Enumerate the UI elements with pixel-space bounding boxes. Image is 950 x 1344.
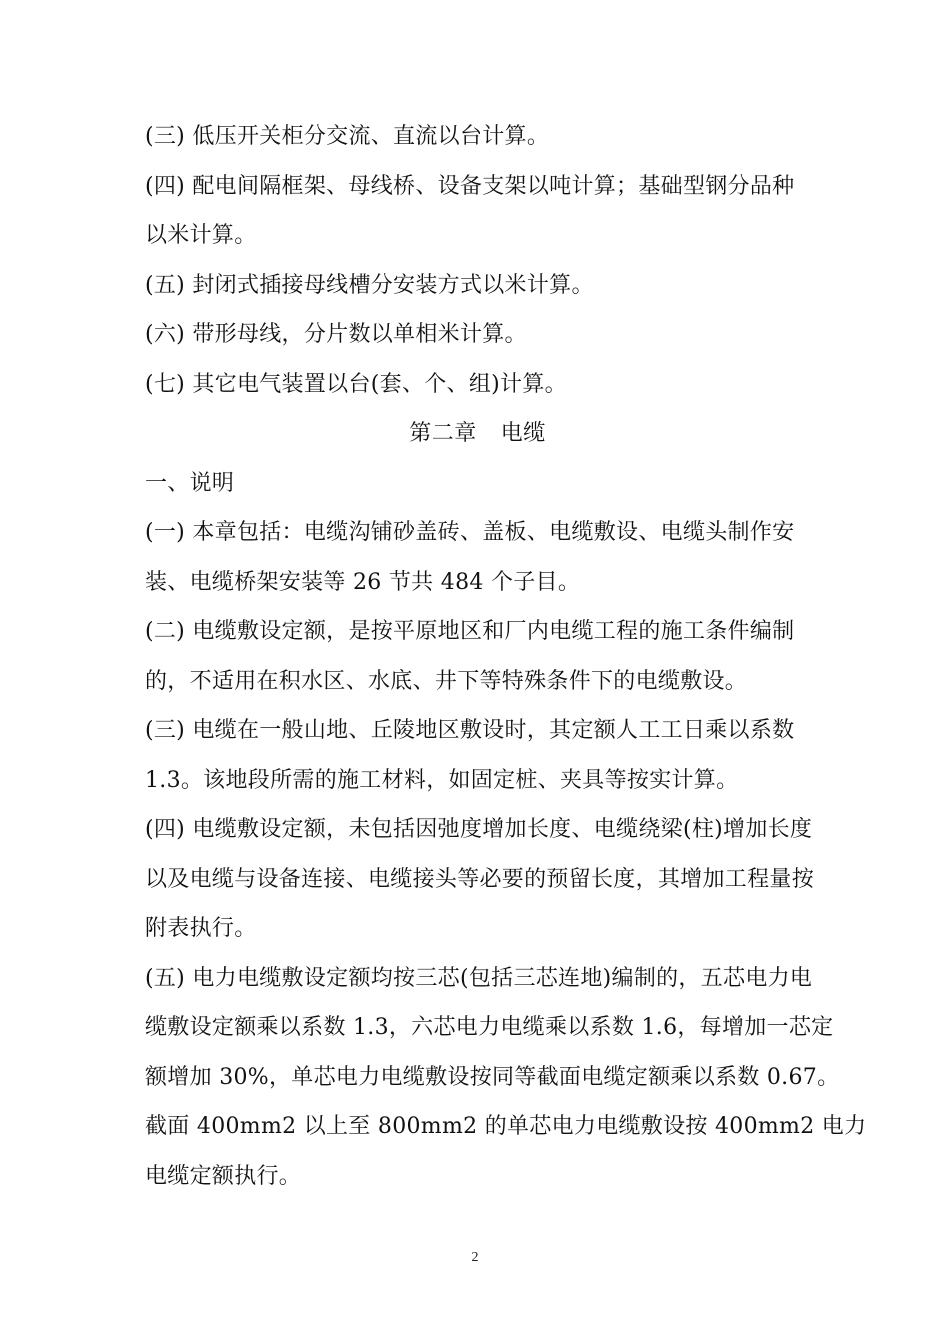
text-line: (三) 低压开关柜分交流、直流以台计算。 bbox=[145, 124, 550, 149]
text-line: 以米计算。 bbox=[145, 223, 257, 248]
section-heading: 一、说明 bbox=[145, 470, 235, 496]
chapter-number: 第二章 bbox=[409, 421, 477, 446]
text-line: (四) 配电间隔框架、母线桥、设备支架以吨计算；基础型钢分品种 bbox=[145, 173, 795, 199]
text-line: 电缆定额执行。 bbox=[145, 1163, 302, 1189]
text-line: (五) 电力电缆敷设定额均按三芯(包括三芯连地)编制的，五芯电力电 bbox=[145, 965, 813, 991]
text-line: 额增加 30%，单芯电力电缆敷设按同等截面电缆定额乘以系数 0.67。 bbox=[145, 1064, 840, 1090]
document-body bbox=[145, 112, 867, 1201]
chapter-title bbox=[145, 409, 810, 459]
text-line: (三) 电缆在一般山地、丘陵地区敷设时，其定额人工工日乘以系数 bbox=[145, 718, 795, 743]
text-line: 1.3。该地段所需的施工材料，如固定桩、夹具等按实计算。 bbox=[145, 767, 739, 793]
text-line: (五) 封闭式插接母线槽分安装方式以米计算。 bbox=[145, 272, 594, 298]
text-line: 以及电缆与设备连接、电缆接头等必要的预留长度，其增加工程量按 bbox=[145, 866, 815, 892]
text-line: 的，不适用在积水区、水底、井下等特殊条件下的电缆敷设。 bbox=[145, 668, 748, 694]
text-line: (七) 其它电气装置以台(套、个、组)计算。 bbox=[145, 371, 567, 397]
text-line: (六) 带形母线，分片数以单相米计算。 bbox=[145, 322, 527, 347]
page-number: 2 bbox=[471, 1250, 479, 1265]
text-line: (二) 电缆敷设定额，是按平原地区和厂内电缆工程的施工条件编制 bbox=[145, 619, 795, 644]
text-line: (一) 本章包括：电缆沟铺砂盖砖、盖板、电缆敷设、电缆头制作安 bbox=[145, 520, 795, 545]
text-line: 截面 400mm2 以上至 800mm2 的单芯电力电缆敷设按 400mm2 电力 bbox=[145, 1114, 867, 1139]
text-line: 装、电缆桥架安装等 26 节共 484 个子目。 bbox=[145, 569, 581, 595]
text-line: (四) 电缆敷设定额，未包括因弛度增加长度、电缆绕梁(柱)增加长度 bbox=[145, 817, 813, 842]
text-line: 缆敷设定额乘以系数 1.3，六芯电力电缆乘以系数 1.6，每增加一芯定 bbox=[145, 1015, 834, 1040]
chapter-name: 电缆 bbox=[500, 421, 546, 446]
text-line: 附表执行。 bbox=[145, 916, 257, 941]
